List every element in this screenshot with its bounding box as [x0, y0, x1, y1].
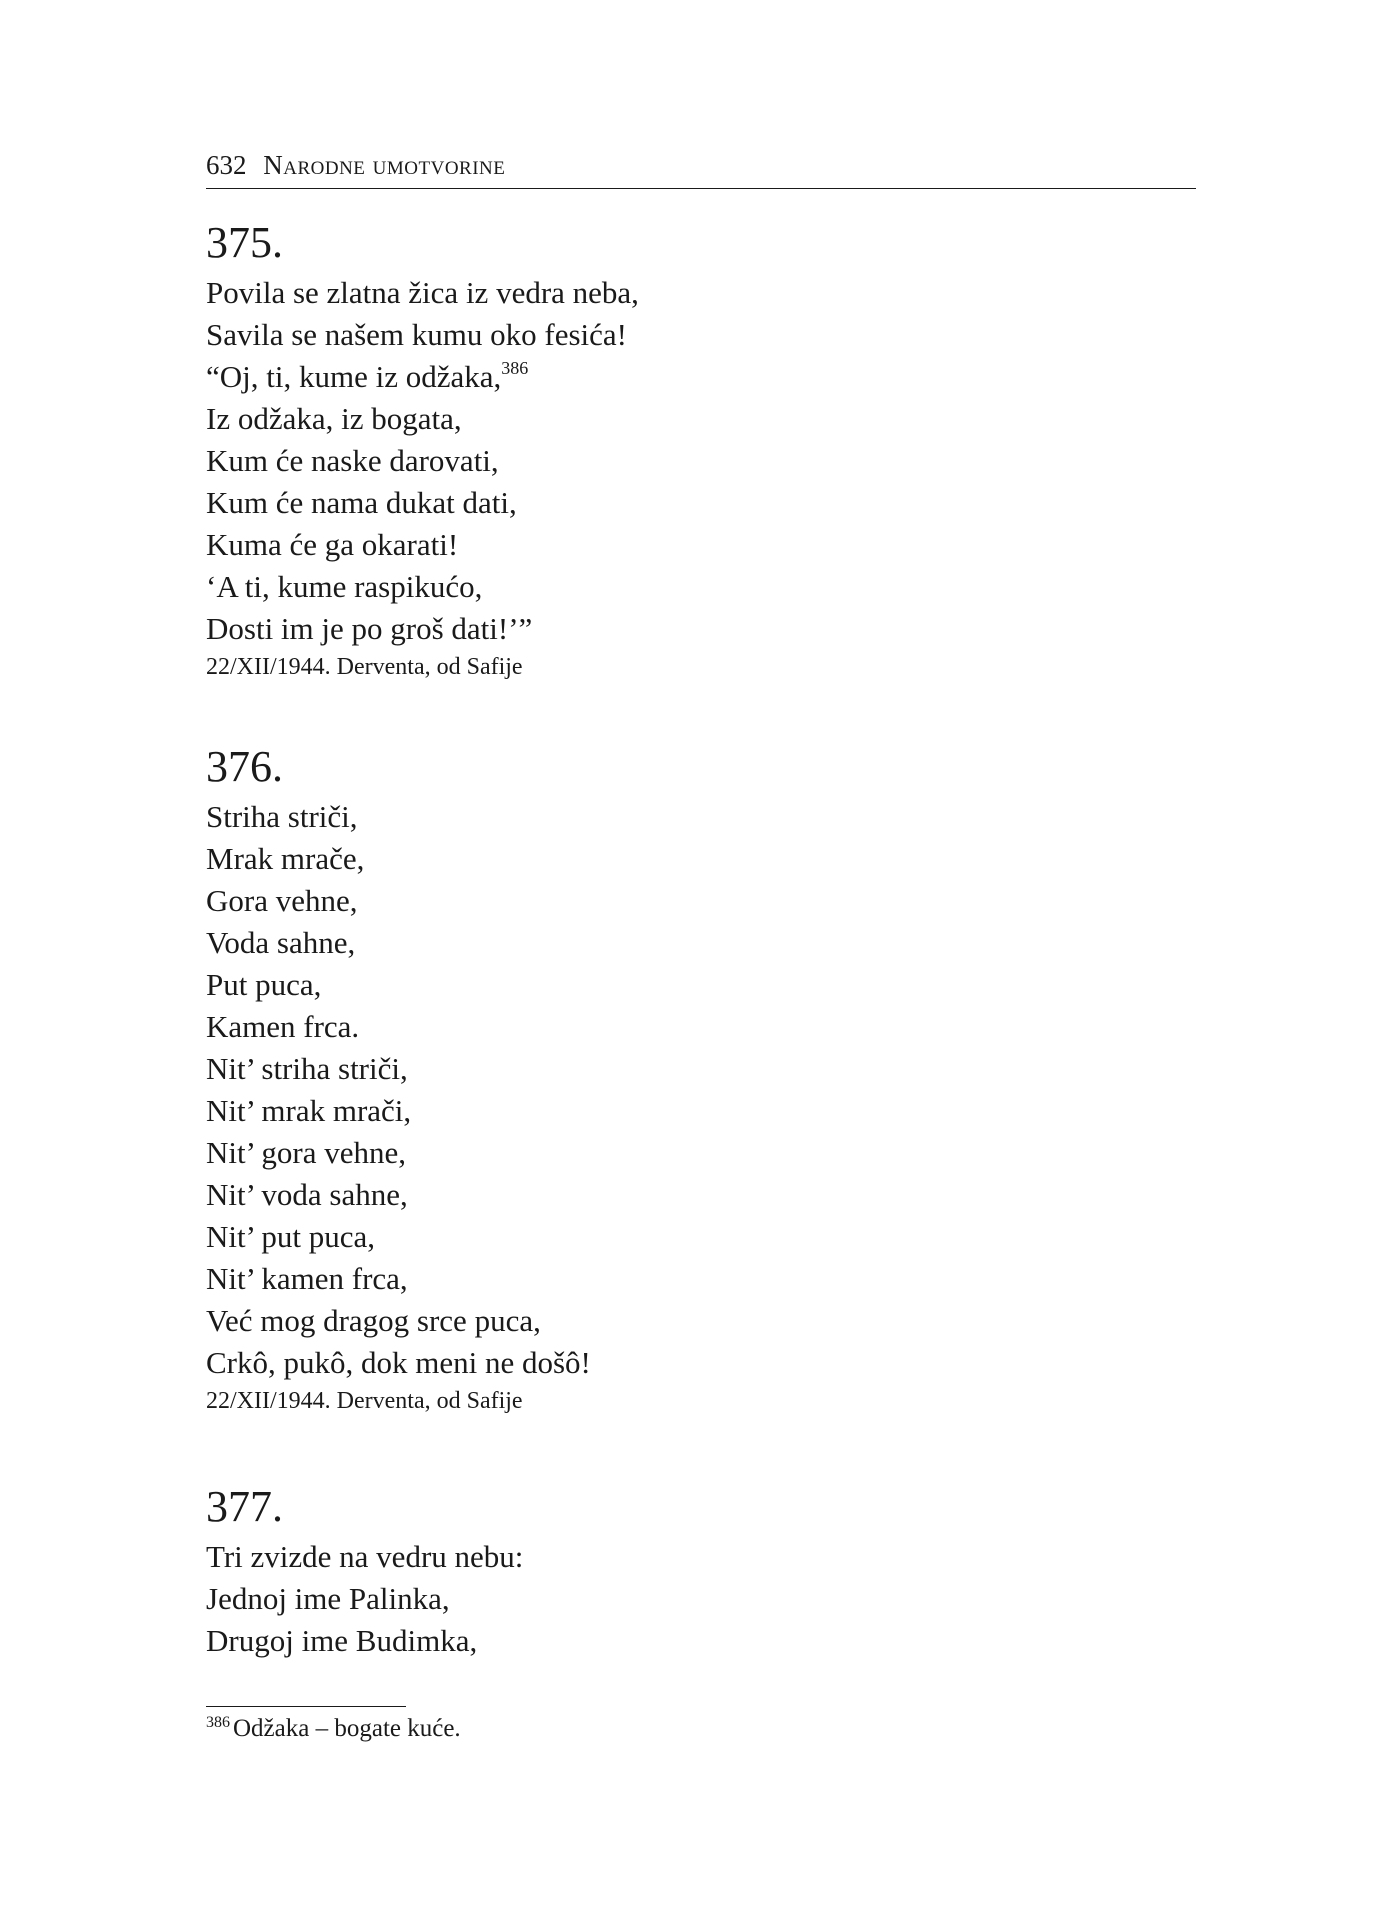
- verse-text: “Oj, ti, kume iz odžaka,: [206, 359, 502, 394]
- verse-line: Kum će naske darovati,: [206, 443, 499, 478]
- footnote-rule: [206, 1706, 406, 1707]
- running-head: [206, 148, 1196, 189]
- running-title: Narodne umotvorine: [263, 150, 506, 180]
- verse-line: Povila se zlatna žica iz vedra neba,: [206, 275, 639, 310]
- poem-number: 377.: [206, 1482, 283, 1531]
- footnote-marker: 386: [206, 1713, 230, 1731]
- verse-line-with-footnote: [206, 356, 1106, 398]
- verse-line: Nit’ kamen frca,: [206, 1261, 408, 1296]
- verse-line: Savila se našem kumu oko fesića!: [206, 317, 627, 352]
- verse-line: Kamen frca.: [206, 1009, 360, 1044]
- verse-line: Nit’ put puca,: [206, 1219, 376, 1254]
- verse-line: ‘A ti, kume raspikućo,: [206, 569, 483, 604]
- verse-line: Nit’ striha striči,: [206, 1051, 408, 1086]
- verse-line: Voda sahne,: [206, 925, 356, 960]
- poem-375: [206, 218, 1106, 684]
- page-number: 632: [206, 150, 247, 180]
- verse-line: Mrak mrače,: [206, 841, 365, 876]
- verse-line: Drugoj ime Budimka,: [206, 1623, 478, 1658]
- verse-line: Kuma će ga okarati!: [206, 527, 459, 562]
- poem-verses: [206, 796, 1106, 1384]
- verse-line: Nit’ gora vehne,: [206, 1135, 406, 1170]
- verse-line: Put puca,: [206, 967, 322, 1002]
- poem-number: 375.: [206, 218, 283, 267]
- poem-verses: [206, 1536, 1106, 1662]
- verse-line: Nit’ mrak mrači,: [206, 1093, 412, 1128]
- footnote-reference[interactable]: 386: [501, 357, 529, 378]
- footnote: [206, 1712, 461, 1746]
- verse-line: Nit’ voda sahne,: [206, 1177, 408, 1212]
- poem-number: 376.: [206, 742, 283, 791]
- poem-377: [206, 1482, 1106, 1662]
- verse-line: Gora vehne,: [206, 883, 358, 918]
- verse-line: Jednoj ime Palinka,: [206, 1581, 450, 1616]
- poem-source: 22/XII/1944. Derventa, od Safije: [206, 1388, 523, 1414]
- poem-source: 22/XII/1944. Derventa, od Safije: [206, 654, 523, 680]
- verse-line: Iz odžaka, iz bogata,: [206, 401, 462, 436]
- verse-line: Dosti im je po groš dati!’”: [206, 611, 533, 646]
- verse-line: Već mog dragog srce puca,: [206, 1303, 541, 1338]
- poem-376: [206, 742, 1106, 1418]
- verse-line: Kum će nama dukat dati,: [206, 485, 517, 520]
- verse-line: Striha striči,: [206, 799, 358, 834]
- footnote-text: Odžaka – bogate kuće.: [233, 1715, 461, 1742]
- poem-verses: [206, 272, 1106, 650]
- verse-line: Tri zvizde na vedru nebu:: [206, 1539, 524, 1574]
- verse-line: Crkô, pukô, dok meni ne došô!: [206, 1345, 591, 1380]
